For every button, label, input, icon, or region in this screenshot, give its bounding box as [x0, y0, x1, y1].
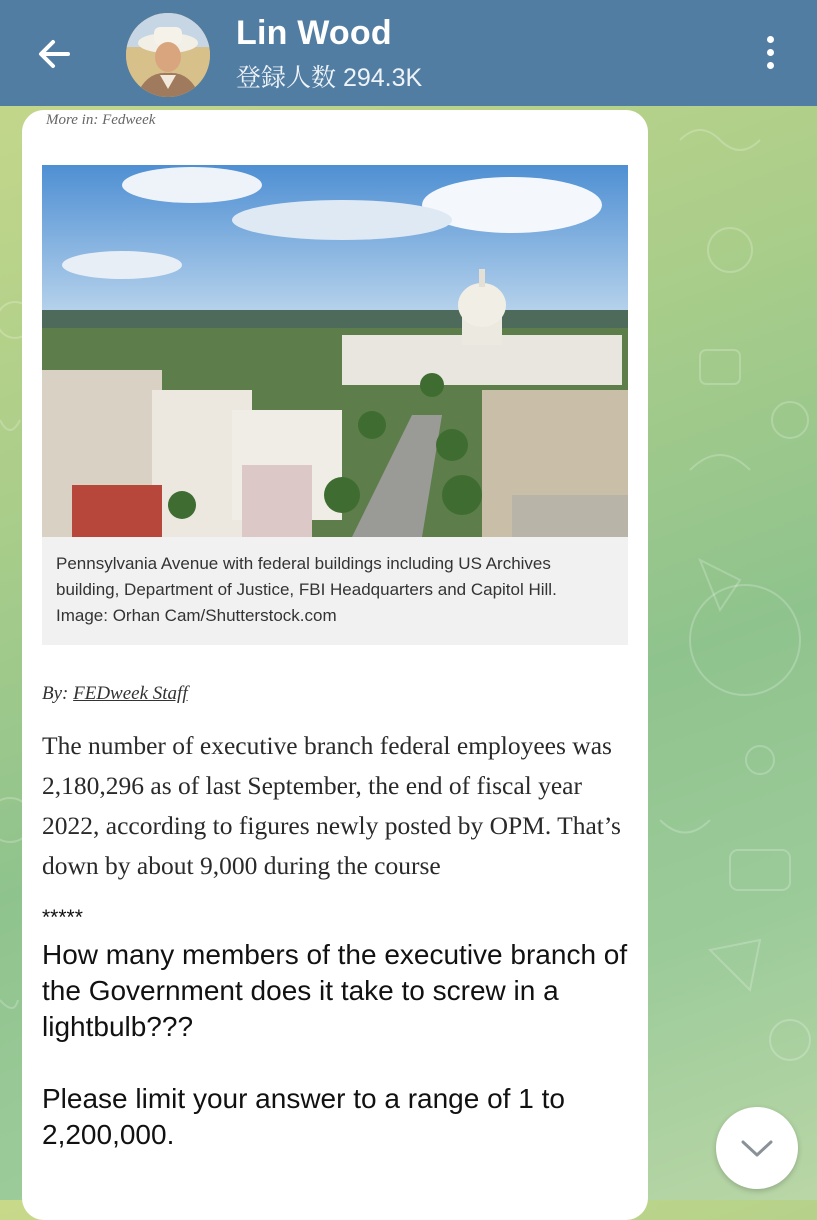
subscriber-count: 登録人数 294.3K — [236, 64, 423, 92]
article-excerpt: The number of executive branch federal employees was 2,180,296 as of last September, the end of fiscal year 2022, according to figures newly posted by OPM. That’s down by about 9,000 during the course — [42, 731, 621, 880]
question-text: How many members of the executive branch of the Government does it take to screw in a lightbulb??? — [42, 939, 628, 1042]
byline-author-link[interactable]: FEDweek Staff — [73, 683, 188, 704]
post-text — [42, 905, 638, 1153]
more-options-button[interactable] — [752, 28, 788, 76]
answer-limit-text: Please limit your answer to a range of 1 to 2,200,000. — [42, 1083, 565, 1150]
scroll-down-button[interactable] — [716, 1107, 798, 1189]
chat-header — [0, 0, 817, 106]
image-caption: Pennsylvania Avenue with federal buildings including US Archives building, Department of Justice, FBI Headquarters and Capitol Hill. Image: Orhan Cam/Shutterstock.com — [42, 537, 628, 645]
channel-avatar[interactable] — [126, 13, 210, 97]
capitol-city-image — [42, 165, 628, 537]
back-button[interactable] — [28, 28, 80, 80]
article-photo[interactable] — [42, 165, 628, 537]
more-vertical-icon — [767, 36, 774, 43]
byline-prefix: By: — [42, 683, 74, 704]
message-bubble[interactable] — [22, 110, 648, 1220]
more-in-label: More in: Fedweek — [46, 112, 156, 128]
arrow-left-icon — [34, 34, 74, 74]
avatar-image — [126, 13, 210, 97]
separator: ***** — [42, 906, 83, 929]
chevron-down-icon — [739, 1136, 775, 1160]
byline — [42, 683, 188, 705]
channel-title[interactable]: Lin Wood — [236, 14, 392, 52]
